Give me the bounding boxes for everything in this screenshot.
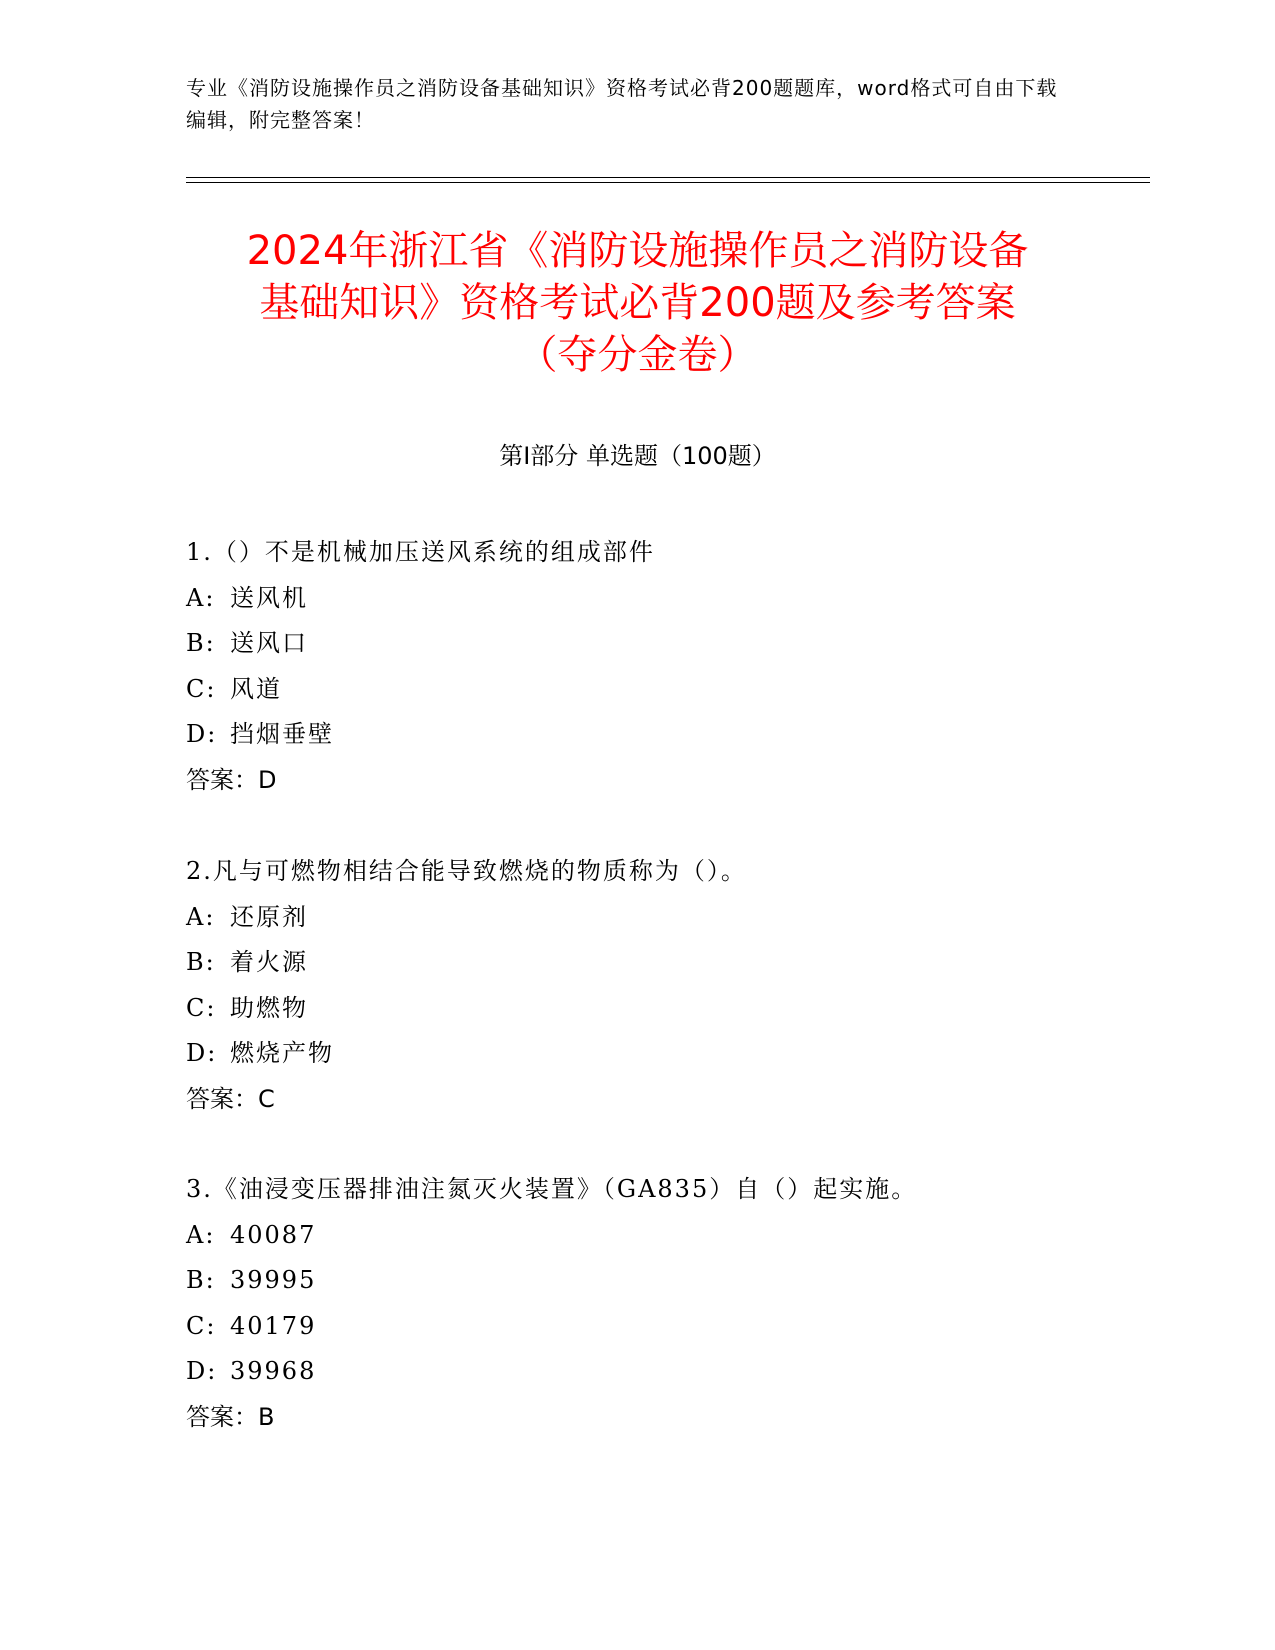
document-title: [150, 225, 1125, 381]
option-c: [186, 1304, 1166, 1350]
option-letter: A:: [186, 902, 216, 931]
question-3: [186, 1167, 1166, 1440]
header-rule-top: [186, 177, 1150, 178]
option-text: 燃烧产物: [230, 1039, 334, 1067]
option-text: 还原剂: [230, 902, 308, 931]
option-text: 着火源: [230, 948, 308, 976]
answer-line: 答案：C: [186, 1084, 275, 1113]
option-letter: A:: [186, 1220, 216, 1249]
option-letter: C:: [186, 674, 217, 703]
answer-line: 答案：B: [186, 1402, 275, 1431]
option-letter: C:: [186, 1311, 217, 1340]
option-a: [186, 895, 1166, 941]
option-d: [186, 1349, 1166, 1395]
question-stem: 3.《油浸变压器排油注氮灭火装置》（GA835）自（）起实施。: [186, 1175, 918, 1203]
option-letter: B:: [186, 1266, 216, 1294]
option-c: [186, 667, 1166, 713]
option-text: 助燃物: [230, 993, 308, 1022]
title-line-2: 基础知识》资格考试必背200题及参考答案: [259, 280, 1016, 326]
option-text: 40087: [230, 1220, 317, 1249]
option-text: 风道: [230, 674, 282, 703]
option-letter: C:: [186, 993, 217, 1022]
section-heading: 第Ⅰ部分 单选题（100题）: [499, 442, 776, 470]
option-text: 挡烟垂壁: [230, 720, 334, 748]
option-b: [186, 1258, 1166, 1304]
header-rule-bottom: [186, 182, 1150, 183]
option-letter: D:: [186, 1357, 218, 1385]
title-line-1: 2024年浙江省《消防设施操作员之消防设备: [246, 228, 1029, 274]
option-text: 39995: [230, 1266, 317, 1294]
header-note: 专业《消防设施操作员之消防设备基础知识》资格考试必背200题题库，word格式可自由下载编辑，附完整答案！: [186, 76, 1058, 132]
option-letter: A:: [186, 583, 216, 612]
option-text: 送风口: [230, 629, 308, 657]
option-c: [186, 986, 1166, 1032]
answer-line: 答案：D: [186, 765, 277, 794]
option-letter: B:: [186, 629, 216, 657]
option-d: [186, 1031, 1166, 1077]
option-b: [186, 940, 1166, 986]
option-letter: D:: [186, 1039, 218, 1067]
option-a: [186, 576, 1166, 622]
option-b: [186, 621, 1166, 667]
option-text: 送风机: [230, 583, 308, 612]
option-text: 40179: [230, 1311, 317, 1340]
question-2: [186, 849, 1166, 1122]
question-stem: 2.凡与可燃物相结合能导致燃烧的物质称为（）。: [186, 857, 747, 885]
question-stem: 1.（）不是机械加压送风系统的组成部件: [186, 538, 655, 566]
title-line-3: （夺分金卷）: [517, 332, 758, 378]
question-1: [186, 530, 1166, 803]
option-letter: B:: [186, 948, 216, 976]
option-letter: D:: [186, 720, 218, 748]
option-d: [186, 712, 1166, 758]
option-a: [186, 1213, 1166, 1259]
option-text: 39968: [230, 1357, 317, 1385]
